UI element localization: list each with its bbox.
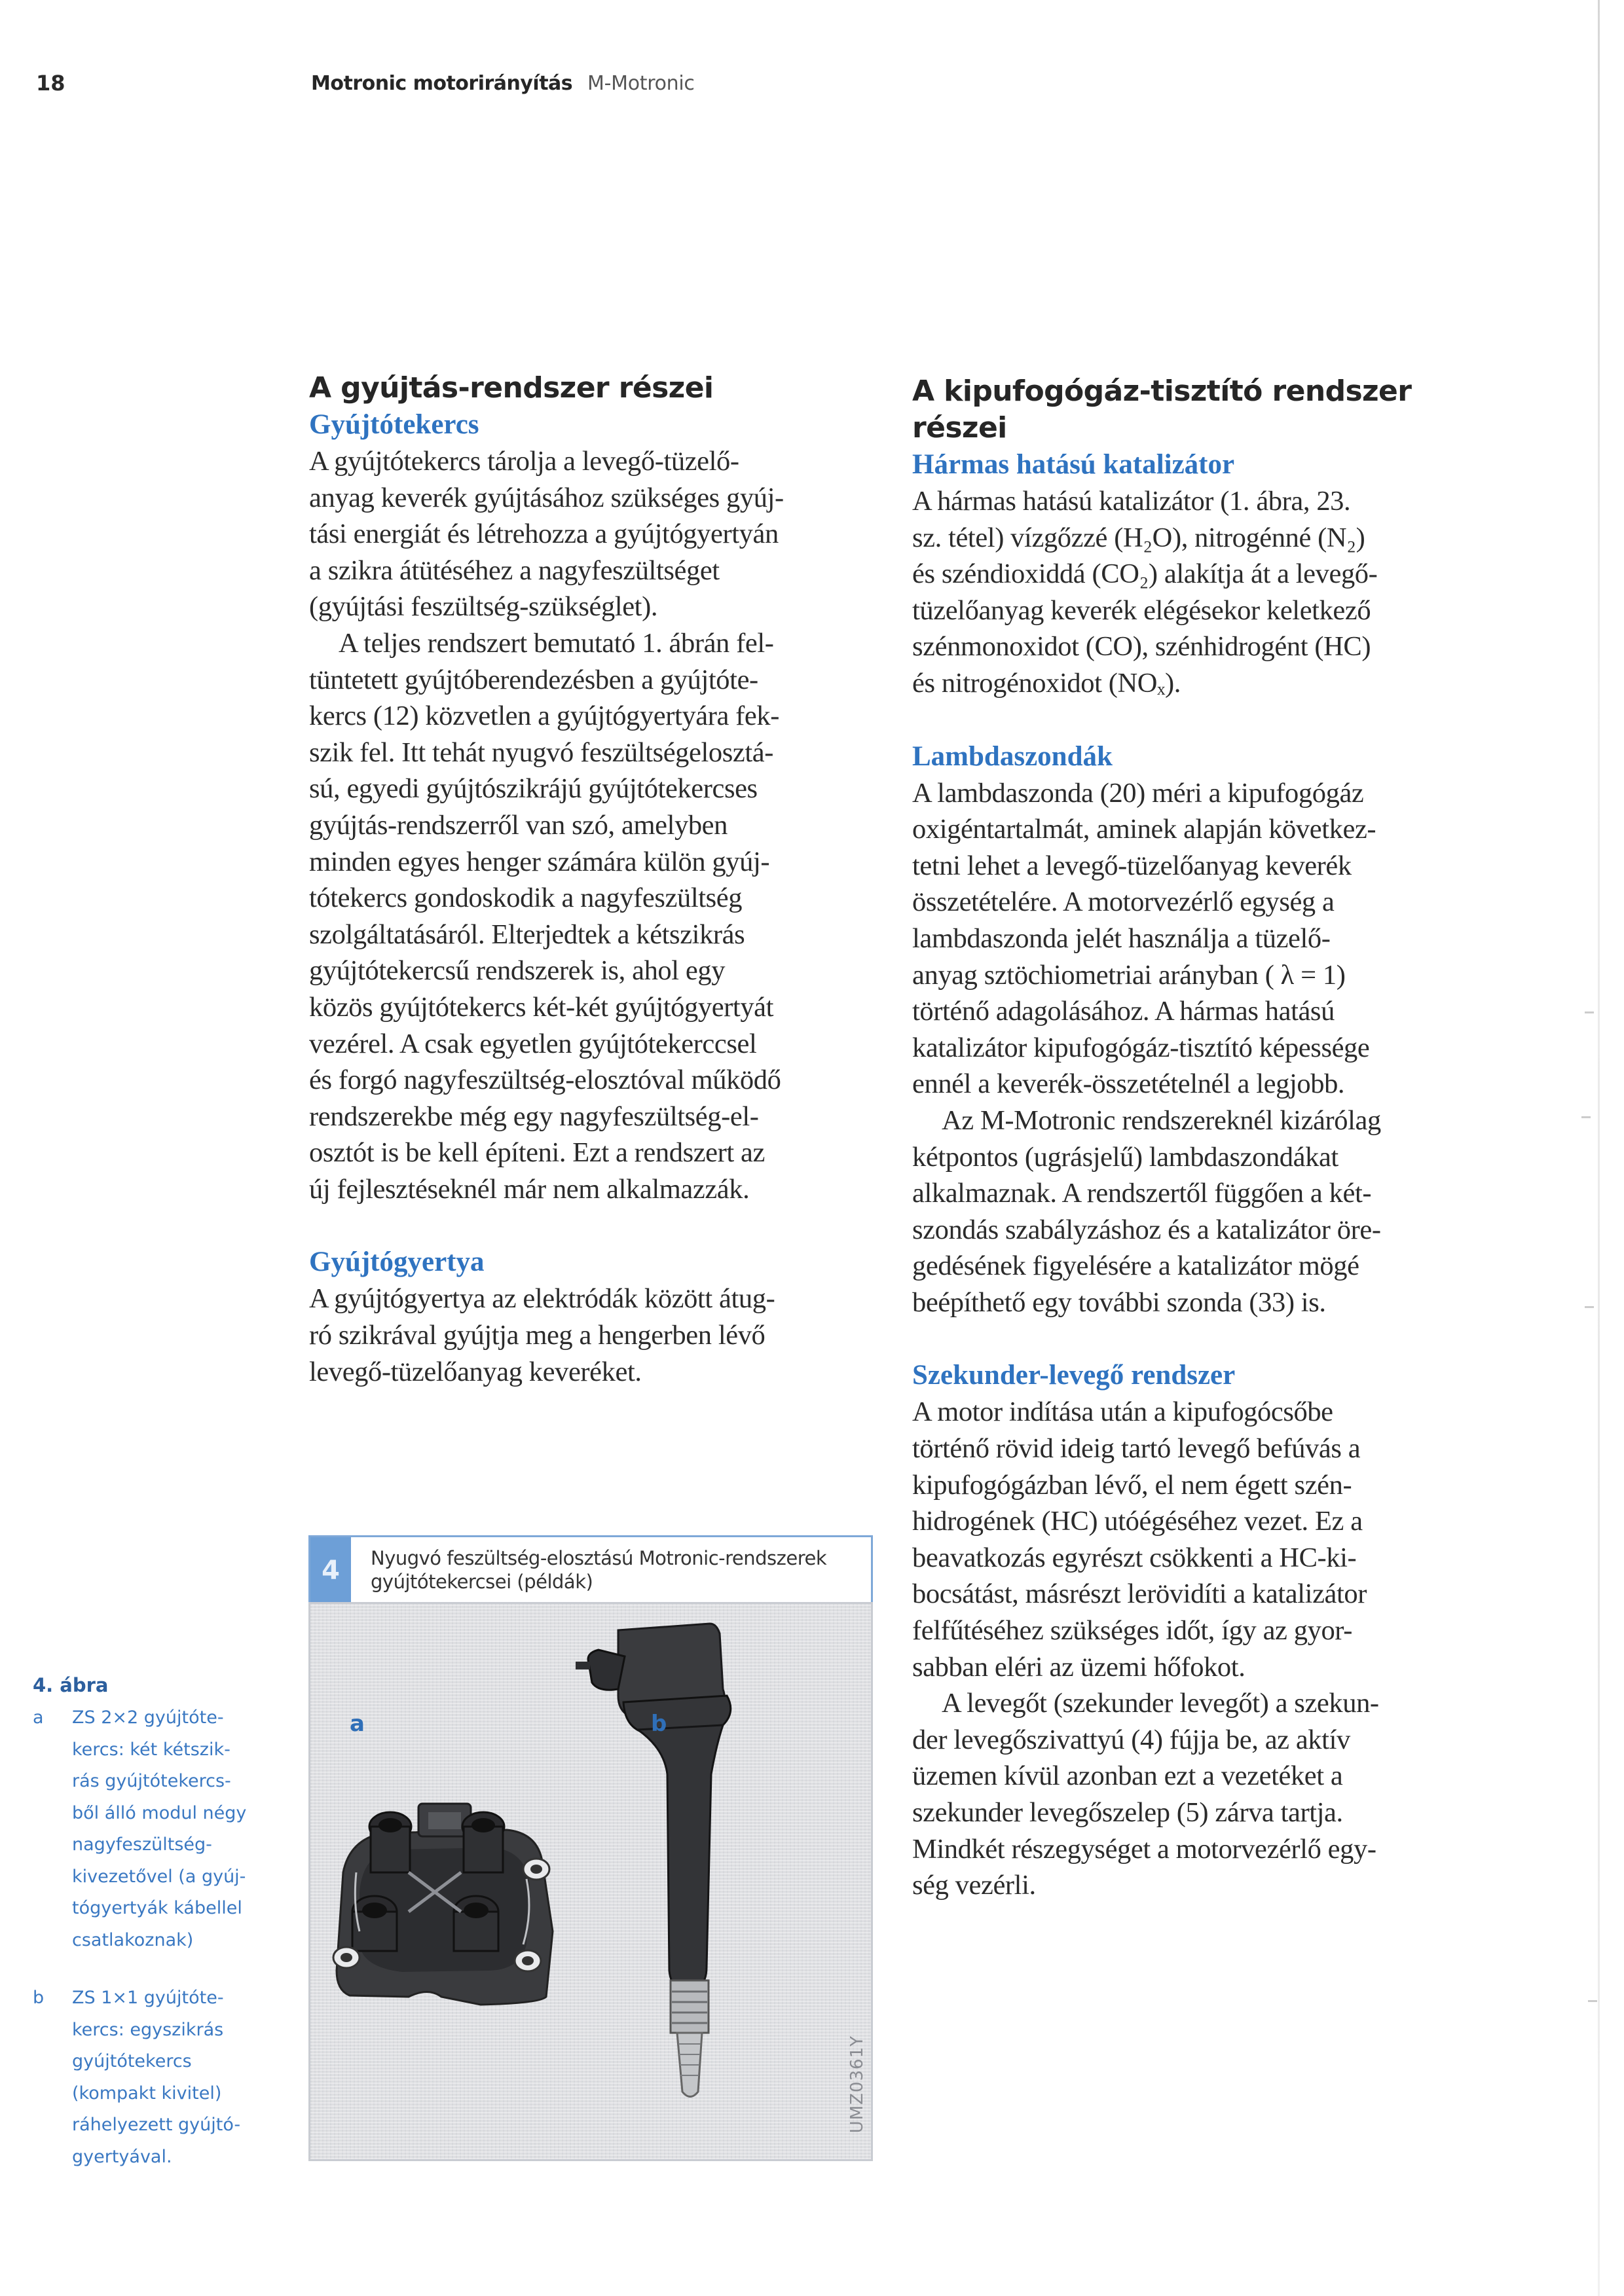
caption-line: ZS 1×1 gyújtóte- xyxy=(72,1988,224,2008)
text-line: ség vezérli. xyxy=(912,1870,1036,1901)
page-number: 18 xyxy=(36,71,65,96)
figure-label-a: a xyxy=(350,1711,365,1737)
caption-line: ráhelyezett gyújtó- xyxy=(72,2115,241,2135)
side-caption-letter: a xyxy=(33,1707,44,1728)
side-caption-item-a xyxy=(33,1702,282,1956)
section-ignition-coil xyxy=(309,407,898,1207)
paragraph xyxy=(309,625,898,1208)
side-caption-text xyxy=(72,1982,240,2173)
text-line: ró szikrával gyújtja meg a hengerben lévő xyxy=(309,1320,766,1351)
text-line: A motor indítása után a kipufogócsőbe xyxy=(912,1396,1333,1428)
side-caption-title: 4. ábra xyxy=(33,1674,109,1696)
text-line: közös gyújtótekercs két-két gyújtógyertyát xyxy=(309,991,774,1023)
text-line: történő adagolásához. A hármas hatású xyxy=(912,996,1335,1027)
text-line: gedésének figyelésére a katalizátor mögé xyxy=(912,1250,1359,1282)
caption-line: ZS 2×2 gyújtóte- xyxy=(72,1707,224,1728)
text-line: katalizátor kipufogógáz-tisztító képessége xyxy=(912,1032,1370,1063)
text-line: szénmonoxidot (CO), szénhidrogént (HC) xyxy=(912,631,1371,663)
text-line: tetni lehet a levegő-tüzelőanyag keverék xyxy=(912,850,1352,881)
caption-line: tógyertyák kábellel xyxy=(72,1898,242,1918)
section-catalyst xyxy=(912,446,1495,702)
caption-line: (kompakt kivitel) xyxy=(72,2083,222,2104)
subheading-spark-plug: Gyújtógyertya xyxy=(309,1247,485,1278)
paragraph xyxy=(912,1102,1495,1321)
running-subtitle: M-Motronic xyxy=(587,72,695,95)
section-lambda xyxy=(912,738,1495,1321)
text-line: anyag sztöchiometriai arányban ( λ = 1) xyxy=(912,959,1346,991)
running-title: Motronic motorirányítás xyxy=(311,72,573,95)
text-line: Az M-Motronic rendszereknél kizárólag xyxy=(942,1104,1381,1136)
side-caption-item-b xyxy=(33,1982,282,2173)
text-line: hidrogének (HC) utóégéséhez vezet. Ez a xyxy=(912,1506,1363,1537)
text-line: lambdaszonda jelét használja a tüzelő- xyxy=(912,922,1331,954)
section-secondary-air xyxy=(912,1357,1495,1903)
text-line: beavatkozás egyrészt csökkenti a HC-ki- xyxy=(912,1542,1357,1573)
text-line: összetételére. A motorvezérlő egység a xyxy=(912,886,1335,918)
text-line: új fejlesztéseknél már nem alkalmazzák. xyxy=(309,1173,750,1205)
figure-side-caption xyxy=(33,1671,282,2173)
figure-label-b: b xyxy=(651,1711,667,1737)
text-line: sz. tétel) vízgőzzé (H₂O), nitrogénné (N₂) xyxy=(912,522,1365,553)
pencil-coil-1x1 xyxy=(576,1624,731,2097)
text-line: osztót is be kell építeni. Ezt a rendszert az xyxy=(309,1137,765,1169)
scan-mark xyxy=(1585,1306,1594,1308)
figure-image-code: UMZ0361Y xyxy=(847,2035,867,2133)
text-line: A teljes rendszert bemutató 1. ábrán fel- xyxy=(339,627,774,659)
text-line: szondás szabályzáshoz és a katalizátor öre- xyxy=(912,1214,1381,1245)
paragraph xyxy=(912,1685,1495,1904)
text-line: A gyújtótekercs tárolja a levegő-tüzelő- xyxy=(309,446,739,477)
figure-number-badge: 4 xyxy=(310,1537,351,1604)
text-line: szolgáltatásáról. Elterjedtek a kétszikrás xyxy=(309,919,745,950)
subheading-lambda: Lambdaszondák xyxy=(912,740,1113,772)
figure-title-line: Nyugvó feszültség-elosztású Motronic-rendszerek xyxy=(371,1547,827,1569)
text-line: bocsátást, másrészt lerövidíti a katalizátor xyxy=(912,1578,1367,1610)
text-line: tüntetett gyújtóberendezésben a gyújtóte- xyxy=(309,664,758,695)
section-heading-ignition: A gyújtás-rendszer részei xyxy=(309,371,714,405)
figure-title-line: gyújtótekercsei (példák) xyxy=(371,1571,593,1593)
caption-line: csatlakoznak) xyxy=(72,1929,194,1950)
text-line: alkalmaznak. A rendszertől függően a két- xyxy=(912,1178,1372,1209)
text-line: kipufogógázban lévő, el nem égett szén- xyxy=(912,1469,1352,1501)
text-line: és forgó nagyfeszültség-elosztóval működő xyxy=(309,1065,781,1096)
caption-line: gyújtótekercs xyxy=(72,2051,192,2071)
text-line: minden egyes henger számára külön gyúj- xyxy=(309,846,770,877)
text-line: A levegőt (szekunder levegőt) a szekun- xyxy=(942,1688,1379,1719)
text-line: szik fel. Itt tehát nyugvó feszültségelosztá- xyxy=(309,737,773,768)
caption-line: kercs: két kétszik- xyxy=(72,1739,231,1760)
paragraph xyxy=(309,1281,898,1390)
subheading-catalyst: Hármas hatású katalizátor xyxy=(912,449,1235,480)
text-line: (gyújtási feszültség-szükséglet). xyxy=(309,591,658,623)
text-line: sabban eléri az üzemi hőfokot. xyxy=(912,1651,1246,1683)
text-line: Mindkét részegységet a motorvezérlő egy- xyxy=(912,1833,1376,1865)
text-line: történő rövid ideig tartó levegő befúvás a xyxy=(912,1433,1361,1465)
text-line: felfűtéséhez szükséges időt, így az gyor- xyxy=(912,1615,1352,1647)
figure-caption-bar xyxy=(308,1535,873,1602)
paragraph xyxy=(309,443,898,625)
text-line: gyújtótekercsű rendszerek is, ahol egy xyxy=(309,955,726,987)
text-line: kercs (12) közvetlen a gyújtógyertyára fek- xyxy=(309,701,779,732)
text-line: szekunder levegőszelep (5) zárva tartja. xyxy=(912,1797,1343,1828)
text-line: kétpontos (ugrásjelű) lambdaszondákat xyxy=(912,1141,1338,1173)
text-line: A hármas hatású katalizátor (1. ábra, 23. xyxy=(912,486,1351,517)
text-line: oxigéntartalmát, aminek alapján következ- xyxy=(912,814,1376,845)
figure-4 xyxy=(308,1535,873,2161)
text-line: ennél a keverék-összetételnél a legjobb. xyxy=(912,1068,1345,1100)
caption-line: kivezetővel (a gyúj- xyxy=(72,1866,246,1887)
text-line: üzemen kívül azonban ezt a vezetéket a xyxy=(912,1760,1343,1792)
right-column xyxy=(912,373,1495,1904)
subheading-ignition-coil: Gyújtótekercs xyxy=(309,409,479,440)
subheading-secondary-air: Szekunder-levegő rendszer xyxy=(912,1360,1236,1391)
left-column xyxy=(309,370,898,1390)
heading-line: részei xyxy=(912,411,1007,445)
text-line: rendszerekbe még egy nagyfeszültség-el- xyxy=(309,1101,759,1132)
caption-line: nagyfeszültség- xyxy=(72,1834,212,1855)
text-line: tüzelőanyag keverék elégésekor keletkező xyxy=(912,594,1371,626)
scan-mark xyxy=(1585,1011,1594,1013)
paragraph xyxy=(912,775,1495,1102)
heading-line: A kipufogógáz-tisztító rendszer xyxy=(912,374,1412,408)
figure-photo xyxy=(308,1602,873,2161)
text-line: beépíthető egy további szonda (33) is. xyxy=(912,1286,1326,1318)
caption-line: rás gyújtótekercs- xyxy=(72,1771,231,1791)
text-line: a szikra átütéséhez a nagyfeszültséget xyxy=(309,555,720,586)
caption-line: kercs: egyszikrás xyxy=(72,2019,224,2040)
section-heading-exhaust xyxy=(912,373,1495,446)
text-line: tási energiát és létrehozza a gyújtógyertyán xyxy=(309,519,779,550)
text-line: sú, egyedi gyújtószikrájú gyújtótekercses xyxy=(309,773,758,805)
text-line: anyag keverék gyújtásához szükséges gyúj- xyxy=(309,482,784,513)
scan-mark xyxy=(1588,2000,1597,2002)
caption-line: gyertyával. xyxy=(72,2146,172,2167)
text-line: és széndioxiddá (CO₂) alakítja át a levegő- xyxy=(912,558,1378,590)
side-caption-text xyxy=(72,1702,246,1956)
paragraph xyxy=(912,1394,1495,1685)
text-line: der levegőszivattyú (4) fújja be, az aktív xyxy=(912,1724,1350,1755)
coil-module-2x2 xyxy=(333,1804,553,2005)
text-line: levegő-tüzelőanyag keveréket. xyxy=(309,1356,642,1387)
text-line: vezérel. A csak egyetlen gyújtótekerccsel xyxy=(309,1028,757,1059)
text-line: A lambdaszonda (20) méri a kipufogógáz xyxy=(912,777,1364,809)
scan-mark xyxy=(1581,1116,1591,1118)
ignition-coils-illustration xyxy=(310,1604,871,2159)
caption-line: ből álló modul négy xyxy=(72,1802,247,1823)
text-line: gyújtás-rendszerről van szó, amelyben xyxy=(309,809,728,841)
side-caption-letter: b xyxy=(33,1988,45,2008)
paragraph xyxy=(912,483,1495,702)
text-line: tótekercs gondoskodik a nagyfeszültség xyxy=(309,883,743,914)
figure-title xyxy=(371,1546,868,1594)
text-line: A gyújtógyertya az elektródák között átug- xyxy=(309,1283,775,1315)
section-spark-plug xyxy=(309,1244,898,1390)
text-line: és nitrogénoxidot (NOₓ). xyxy=(912,667,1181,699)
scan-edge-line xyxy=(1598,0,1600,2296)
